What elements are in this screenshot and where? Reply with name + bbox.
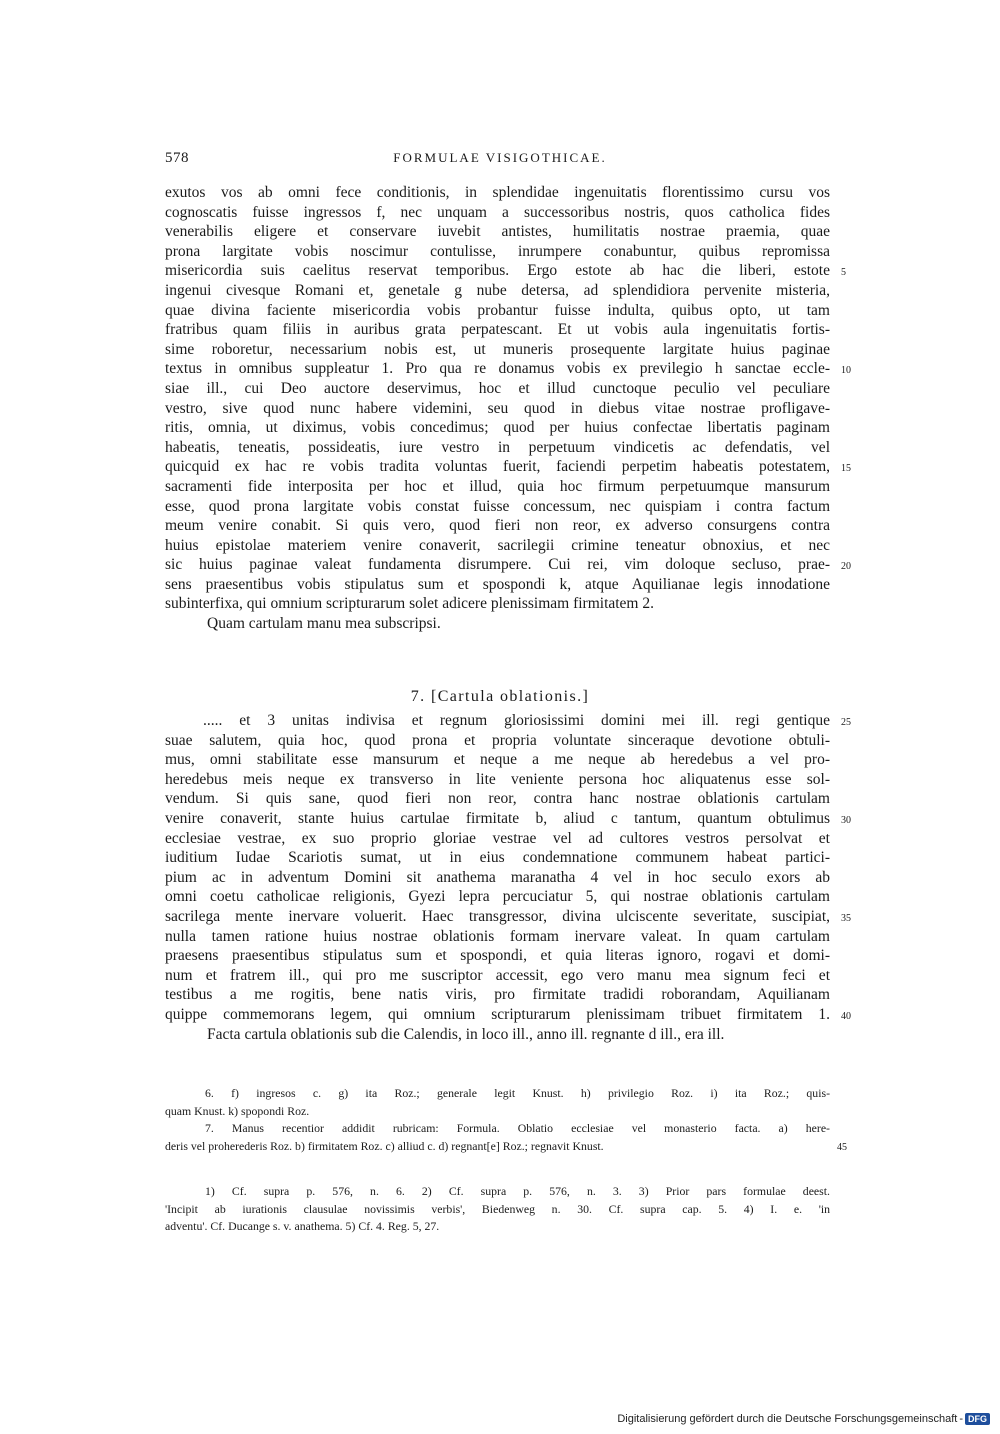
text-line bbox=[165, 1103, 830, 1121]
text-line bbox=[165, 1120, 830, 1138]
line-number: 30 bbox=[841, 814, 851, 826]
line-text: 6. f) ingresos c. g) ita Roz.; generale legit Knust. h) privilegio Roz. i) ita Roz.; quis- bbox=[205, 1086, 830, 1100]
text-line bbox=[165, 770, 830, 790]
text-line bbox=[165, 438, 830, 458]
line-text: meum venire conabit. Si quis vero, quod fieri non reor, ex adverso consurgens contra bbox=[165, 517, 830, 535]
critical-apparatus bbox=[165, 1085, 847, 1155]
text-line bbox=[165, 614, 830, 634]
line-text: huius epistolae materiem venire conaverit, sacrilegii crimine teneatur obnoxius, et nec bbox=[165, 536, 830, 554]
line-text: venire conaverit, stante huius cartulae firmitate b, aliud c tantum, quantum obtulimus bbox=[165, 809, 830, 827]
line-text: ecclesiae vestrae, ex suo proprio gloriae vestrae vel ad cultores vestros persolvat et bbox=[165, 829, 830, 847]
line-text: Quam cartulam manu mea subscripsi. bbox=[207, 615, 441, 633]
line-text: quicquid ex hac re vobis tradita voluntas fuerit, faciendi perpetim habeatis potestatem, bbox=[165, 458, 830, 476]
text-line bbox=[165, 1085, 830, 1103]
page-number: 578 bbox=[165, 150, 189, 166]
line-text: ingenui civesque Romani et, genetale g nube detersa, ad splendidiora pervenite misteria, bbox=[165, 281, 830, 299]
line-text: mus, omni stabilitate esse mansurum et neque a me neque ab heredebus a vel pro- bbox=[165, 751, 830, 769]
text-line bbox=[165, 340, 830, 360]
text-line bbox=[165, 183, 830, 203]
line-text: siae ill., cui Deo auctore deservimus, hoc et illud cunctoque peculio vel peculiare bbox=[165, 379, 830, 397]
line-text: esse, quod prona largitate vobis constat fuisse concessum, nec quispiam i contra factum bbox=[165, 497, 830, 515]
text-line bbox=[165, 1201, 830, 1219]
text-line bbox=[165, 399, 830, 419]
text-line bbox=[165, 1218, 830, 1236]
line-number: 5 bbox=[841, 267, 846, 279]
line-number: 10 bbox=[841, 365, 851, 377]
text-line bbox=[165, 731, 830, 751]
text-line bbox=[165, 575, 830, 595]
text-line bbox=[165, 848, 830, 868]
line-text: exutos vos ab omni fece conditionis, in splendidae ingenuitatis florentissimo cursu vos bbox=[165, 184, 830, 201]
line-text: adventu'. Cf. Ducange s. v. anathema. 5) Cf. 4. Reg. 5, 27. bbox=[165, 1219, 440, 1233]
line-text: deris vel proherederis Roz. b) firmitatem Roz. c) alliud c. d) regnant[e] Roz.; regnavit Knust. bbox=[165, 1138, 604, 1153]
text-line bbox=[165, 868, 830, 888]
text-line bbox=[165, 887, 830, 907]
text-line bbox=[165, 985, 830, 1005]
text-line bbox=[165, 946, 830, 966]
text-line bbox=[165, 789, 830, 809]
text-line bbox=[165, 1025, 830, 1045]
text-line bbox=[165, 1183, 830, 1201]
dfg-logo[interactable]: DFG bbox=[965, 1413, 990, 1425]
text-line bbox=[165, 359, 851, 379]
footnotes bbox=[165, 1183, 830, 1236]
line-text: sens praesentibus vobis stipulatus sum et spospondi k, atque Aquilianae legis innodatione bbox=[165, 575, 830, 593]
line-text: testibus a me rogitis, bene natis viris, pro firmitate tradidi roborandam, Aquilianam bbox=[165, 986, 830, 1004]
line-text: nulla tamen ratione huius nostrae oblationis formam inervare valeat. In quam cartulam bbox=[165, 927, 830, 945]
dfg-separator: - bbox=[959, 1413, 963, 1425]
text-line bbox=[165, 829, 830, 849]
section-6-text bbox=[165, 183, 851, 634]
dfg-footer-text[interactable]: Digitalisierung gefördert durch die Deutsche Forschungsgemeinschaft bbox=[617, 1413, 958, 1425]
line-text: venerabilis eligere et conservare iuvebit antistes, humilitatis nostrae praemia, quae bbox=[165, 223, 830, 241]
line-number: 40 bbox=[841, 1010, 851, 1022]
text-line bbox=[165, 750, 830, 770]
line-text: vendum. Si quis sane, quod fieri non reor, contra hanc nostrae oblationis cartulam bbox=[165, 790, 830, 808]
line-text: quam Knust. k) spopondi Roz. bbox=[165, 1103, 310, 1118]
line-text: ritis, omnia, ut diximus, vobis concedimus; quod per huius confectae libertatis paginam bbox=[165, 419, 830, 437]
line-text: 1) Cf. supra p. 576, n. 6. 2) Cf. supra p. 576, n. 3. 3) Prior pars formulae deest. bbox=[205, 1184, 830, 1198]
line-number: 35 bbox=[841, 912, 851, 924]
line-text: 7. Manus recentior addidit rubricam: Formula. Oblatio ecclesiae vel monasterio facta. a) here- bbox=[205, 1121, 830, 1135]
line-text: sacrilega mente inervare voluerit. Haec transgressor, divina ulciscente severitate, suscipiat, bbox=[165, 907, 830, 925]
dfg-footer[interactable] bbox=[617, 1413, 990, 1425]
line-text: prona largitate vobis noscimur contulisse, inrumpere conabuntur, quibus repromissa bbox=[165, 242, 830, 260]
line-text: pium ac in adventum Domini sit anathema maranatha 4 vel in hoc seculo exors ab bbox=[165, 868, 830, 886]
line-text: sacramenti fide interposita per hoc et illud, quia hoc firmum perpetuumque mansurum bbox=[165, 477, 830, 495]
text-line bbox=[165, 927, 830, 947]
section-7-heading: 7. [Cartula oblationis.] bbox=[410, 688, 590, 705]
line-number: 20 bbox=[841, 561, 851, 573]
text-line bbox=[165, 966, 830, 986]
text-line bbox=[165, 222, 830, 242]
line-text: habeatis, teneatis, possideatis, iure vestro in perpetuum vindicetis ac defendatis, vel bbox=[165, 438, 830, 456]
line-text: fratribus quam filiis in auribus grata perpatescant. Et ut vobis aula ingenuitatis fortis- bbox=[165, 321, 830, 339]
text-line bbox=[165, 379, 830, 399]
text-line bbox=[165, 907, 851, 927]
text-line bbox=[165, 809, 851, 829]
line-text: cognoscatis fuisse ingressos f, nec unquam a successoribus nostris, quos catholica fides bbox=[165, 203, 830, 221]
line-text: quippe commemorans legem, qui omnium scripturarum plenissimam tribuet firmitatem 1. bbox=[165, 1005, 830, 1023]
line-text: ..... et 3 unitas indivisa et regnum gloriosissimi domini mei ill. regi gentique bbox=[203, 712, 830, 729]
text-line bbox=[165, 497, 830, 517]
line-text: omni coetu catholicae religionis, Gyezi lepra percuciatur 5, qui nostrae oblationis cartulam bbox=[165, 888, 830, 906]
text-line bbox=[165, 242, 830, 262]
text-line bbox=[165, 301, 830, 321]
line-text: iuditium Iudae Scariotis sumat, ut in eius condemnatione communem habeat partici- bbox=[165, 849, 830, 867]
line-text: num et fratrem ill., qui pro me suscriptor accessit, ego vero manu mea signum feci et bbox=[165, 966, 830, 984]
text-line bbox=[165, 261, 846, 281]
text-line bbox=[165, 418, 830, 438]
text-line bbox=[165, 281, 830, 301]
text-line bbox=[165, 1005, 851, 1025]
line-text: Facta cartula oblationis sub die Calendis, in loco ill., anno ill. regnante d ill., era ill. bbox=[207, 1025, 725, 1043]
line-text: misericordia suis caelitus reservat temporibus. Ergo estote ab hac die liberi, estote bbox=[165, 262, 830, 280]
line-text: textus in omnibus suppleatur 1. Pro qua re donamus vobis ex previlegio h sanctae eccle- bbox=[165, 360, 830, 378]
line-number: 15 bbox=[841, 463, 851, 475]
text-line bbox=[165, 203, 830, 223]
line-text: sic huius paginae valeat fundamenta disrumpere. Cui rei, vim doloque secluso, prae- bbox=[165, 556, 830, 574]
line-text: subinterfixa, qui omnium scripturarum solet adicere plenissimam firmitatem 2. bbox=[165, 595, 654, 613]
line-text: 'Incipit ab iurationis clausulae novissimis verbis', Biedenweg n. 30. Cf. supra cap. 5. 4) I. e. 'in bbox=[165, 1201, 830, 1216]
line-text: suae salutem, quia hoc, quod prona et propria voluntate sinceraque devotione obtuli- bbox=[165, 731, 830, 749]
line-text: sime roboretur, necessarium nobis est, ut muneris prosequente largitate huius paginae bbox=[165, 340, 830, 358]
text-line bbox=[165, 594, 830, 614]
line-number: 25 bbox=[841, 717, 851, 728]
text-line bbox=[165, 1138, 847, 1156]
line-text: quae divina faciente misericordia vobis probantur fuisse indulta, quibus opto, ut tam bbox=[165, 301, 830, 319]
text-line bbox=[165, 711, 851, 731]
line-text: heredebus meis neque ex transverso in lite veniente persona hoc aliquatenus esse sol- bbox=[165, 770, 830, 788]
text-line bbox=[165, 516, 830, 536]
text-line bbox=[165, 555, 851, 575]
line-number: 45 bbox=[837, 1141, 847, 1153]
section-7-text bbox=[165, 711, 851, 1044]
text-line bbox=[165, 320, 830, 340]
line-text: vestro, sive quod nunc habere videmini, seu quod in diebus vitae nostrae profligave- bbox=[165, 399, 830, 417]
text-line bbox=[165, 477, 830, 497]
line-text: praesens praesentibus stipulatus sum et spospondi, et quia literas ignoro, rogavi et domi- bbox=[165, 947, 830, 965]
running-head: FORMULAE VISIGOTHICAE. bbox=[393, 150, 607, 165]
text-line bbox=[165, 536, 830, 556]
text-line bbox=[165, 457, 851, 477]
